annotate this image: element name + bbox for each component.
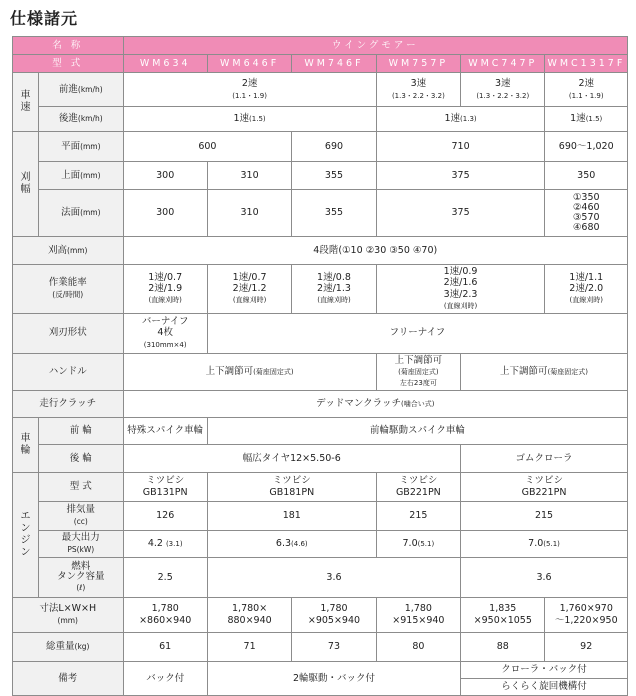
work-rate-c: 1速/0.8 2速/1.3 (直線刈時): [292, 265, 376, 314]
forward-speed-a: 2速 (1.1・1.9): [123, 73, 376, 107]
work-rate-label: 作業能率 (反/時間): [13, 265, 124, 314]
forward-speed-d: 2速 (1.1・1.9): [545, 73, 628, 107]
product-name: ウイングモアー: [123, 37, 628, 55]
front-wheel-label: 前 輪: [39, 417, 123, 444]
weight-d: 80: [376, 632, 460, 661]
handle-b: 上下調節可(菊座固定式) 左右23度可: [376, 353, 460, 390]
slope-width-e: ①350 ②460 ③570 ④680: [545, 190, 628, 237]
rear-wheel-label: 後 輪: [39, 444, 123, 472]
top-width-a: 300: [123, 162, 207, 190]
reverse-speed-label: 後進(km/h): [39, 107, 123, 132]
remarks-c2: らくらく旋回機構付: [461, 678, 628, 695]
rear-wheel-b: ゴムクローラ: [461, 444, 628, 472]
slope-width-label: 法面(mm): [39, 190, 123, 237]
fuel-tank-label: 燃料 タンク容量 (ℓ): [39, 557, 123, 597]
dimensions-b: 1,780× 880×940: [207, 597, 291, 632]
flat-width-d: 690〜1,020: [545, 132, 628, 162]
work-rate-a: 1速/0.7 2速/1.9 (直線刈時): [123, 265, 207, 314]
speed-group-label: 車 速: [13, 73, 39, 132]
clutch-label: 走行クラッチ: [13, 390, 124, 417]
model-wmc1317f: WMC1317F: [545, 55, 628, 73]
displacement-b: 181: [207, 501, 376, 530]
slope-width-d: 375: [376, 190, 545, 237]
blade-label: 刈刃形状: [13, 313, 124, 353]
flat-width-b: 690: [292, 132, 376, 162]
reverse-speed-b: 1速(1.3): [376, 107, 545, 132]
weight-c: 73: [292, 632, 376, 661]
front-wheel-b: 前輪駆動スパイク車輪: [207, 417, 627, 444]
wheels-group-label: 車 輪: [13, 417, 39, 472]
slope-width-c: 355: [292, 190, 376, 237]
weight-e: 88: [461, 632, 545, 661]
top-width-b: 310: [207, 162, 291, 190]
displacement-label: 排気量 (cc): [39, 501, 123, 530]
dimensions-f: 1,760×970 〜1,220×950: [545, 597, 628, 632]
displacement-c: 215: [376, 501, 460, 530]
dimensions-a: 1,780 ×860×940: [123, 597, 207, 632]
displacement-d: 215: [461, 501, 628, 530]
model-wmc747p: WMC747P: [461, 55, 545, 73]
fuel-tank-a: 2.5: [123, 557, 207, 597]
front-wheel-a: 特殊スパイク車輪: [123, 417, 207, 444]
remarks-b: 2輪駆動・バック付: [207, 661, 460, 695]
forward-speed-c: 3速 (1.3・2.2・3.2): [461, 73, 545, 107]
engine-type-d: ミツビシ GB221PN: [461, 472, 628, 501]
cut-height-label: 刈高(mm): [13, 237, 124, 265]
fuel-tank-b: 3.6: [207, 557, 460, 597]
slope-width-a: 300: [123, 190, 207, 237]
flat-width-label: 平面(mm): [39, 132, 123, 162]
dimensions-e: 1,835 ×950×1055: [461, 597, 545, 632]
clutch-value: デッドマンクラッチ(噛合い式): [123, 390, 628, 417]
engine-type-c: ミツビシ GB221PN: [376, 472, 460, 501]
spec-table: [12, 36, 628, 696]
engine-type-a: ミツビシ GB131PN: [123, 472, 207, 501]
forward-speed-label: 前進(km/h): [39, 73, 123, 107]
name-label: 名 称: [13, 37, 124, 55]
weight-f: 92: [545, 632, 628, 661]
top-width-d: 375: [376, 162, 545, 190]
handle-a: 上下調節可(菊座固定式): [123, 353, 376, 390]
dimensions-d: 1,780 ×915×940: [376, 597, 460, 632]
top-width-label: 上面(mm): [39, 162, 123, 190]
model-wm646f: WM646F: [207, 55, 291, 73]
dimensions-label: 寸法L×W×H (mm): [13, 597, 124, 632]
blade-a: バーナイフ 4枚 (310mm×4): [123, 313, 207, 353]
reverse-speed-c: 1速(1.5): [545, 107, 628, 132]
remarks-c1: クローラ・バック付: [461, 661, 628, 678]
page-title: 仕様諸元: [10, 9, 79, 28]
work-rate-d: 1速/0.9 2速/1.6 3速/2.3 (直線刈時): [376, 265, 545, 314]
rear-wheel-a: 幅広タイヤ12×5.50-6: [123, 444, 461, 472]
model-wm746f: WM746F: [292, 55, 376, 73]
max-power-c: 7.0(5.1): [376, 530, 460, 557]
model-wm757p: WM757P: [376, 55, 460, 73]
flat-width-a: 600: [123, 132, 292, 162]
model-wm634: WM634: [123, 55, 207, 73]
engine-type-label: 型 式: [39, 472, 123, 501]
flat-width-c: 710: [376, 132, 545, 162]
remarks-label: 備考: [13, 661, 124, 695]
weight-label: 総重量(kg): [13, 632, 124, 661]
top-width-c: 355: [292, 162, 376, 190]
reverse-speed-a: 1速(1.5): [123, 107, 376, 132]
handle-label: ハンドル: [13, 353, 124, 390]
dimensions-c: 1,780 ×905×940: [292, 597, 376, 632]
cut-height-value: 4段階(①10 ②30 ③50 ④70): [123, 237, 628, 265]
model-label: 型 式: [13, 55, 124, 73]
blade-b: フリーナイフ: [207, 313, 627, 353]
displacement-a: 126: [123, 501, 207, 530]
weight-a: 61: [123, 632, 207, 661]
engine-group-label: エ ン ジ ン: [13, 472, 39, 597]
fuel-tank-c: 3.6: [461, 557, 628, 597]
max-power-b: 6.3(4.6): [207, 530, 376, 557]
top-width-e: 350: [545, 162, 628, 190]
engine-type-b: ミツビシ GB181PN: [207, 472, 376, 501]
forward-speed-b: 3速 (1.3・2.2・3.2): [376, 73, 460, 107]
max-power-label: 最大出力 PS(kW): [39, 530, 123, 557]
remarks-a: バック付: [123, 661, 207, 695]
max-power-d: 7.0(5.1): [461, 530, 628, 557]
cut-width-group-label: 刈 幅: [13, 132, 39, 237]
weight-b: 71: [207, 632, 291, 661]
max-power-a: 4.2 (3.1): [123, 530, 207, 557]
slope-width-b: 310: [207, 190, 291, 237]
work-rate-b: 1速/0.7 2速/1.2 (直線刈時): [207, 265, 291, 314]
work-rate-e: 1速/1.1 2速/2.0 (直線刈時): [545, 265, 628, 314]
handle-c: 上下調節可(菊座固定式): [461, 353, 628, 390]
